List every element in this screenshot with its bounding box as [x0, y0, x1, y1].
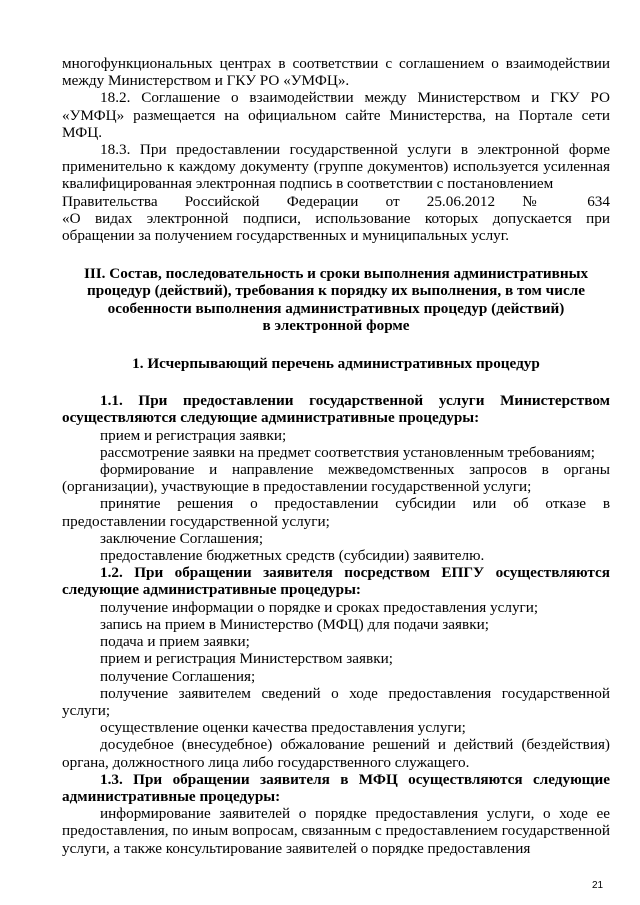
section-3-heading-line: III. Состав, последовательность и сроки выполнения административных [83, 265, 589, 283]
list-item: формирование и направление межведомственных запросов в органы (организации), участвующие в предоставлении государственной услуги; [62, 461, 610, 496]
paragraph-1-1: 1.1. При предоставлении государственной услуги Министерством осуществляются следующие административные процедуры: [62, 392, 610, 427]
list-item: прием и регистрация Министерством заявки; [100, 650, 393, 668]
paragraph-18-3: 18.3. При предоставлении государственной услуги в электронной форме применительно к каждому документу (группе документов) используется усиленная квалифицированная электронная подпись в соответствии с постановлением [62, 141, 610, 193]
list-item: досудебное (внесудебное) обжалование решений и действий (бездействия) органа, должностного лица либо государственного служащего. [62, 736, 610, 771]
list-item: принятие решения о предоставлении субсидии или об отказе в предоставлении государственной услуги; [62, 495, 610, 530]
list-item: получение Соглашения; [100, 667, 256, 685]
list-item: рассмотрение заявки на предмет соответствия установленным требованиям; [100, 443, 595, 461]
paragraph-1-3: 1.3. При обращении заявителя в МФЦ осуществляются следующие административные процедуры: [62, 770, 610, 805]
section-3-heading-line: особенности выполнения административных процедур (действий) [107, 299, 565, 317]
list-item: осуществление оценки качества предоставления услуги; [100, 719, 466, 737]
list-item: информирование заявителей о порядке предоставления услуги, о ходе ее предоставления, по иным вопросам, связанным с предоставлением государственной услуги, а также консультирование заявителей о порядке предоставления [62, 805, 610, 857]
paragraph-18-3-end: «О видах электронной подписи, использование которых допускается при обращении за получением государственных и муниципальных услуг. [62, 209, 610, 245]
paragraph-1-2: 1.2. При обращении заявителя посредством ЕПГУ осуществляются следующие административные процедуры: [62, 564, 610, 599]
page-number: 21 [592, 880, 604, 891]
list-item: прием и регистрация заявки; [100, 426, 287, 444]
list-item: получение информации о порядке и сроках предоставления услуги; [100, 598, 539, 616]
list-item: получение заявителем сведений о ходе предоставления государственной услуги; [62, 684, 610, 719]
list-item: подача и прием заявки; [100, 633, 250, 651]
page-content [62, 55, 610, 857]
section-3-heading-line: в электронной форме [262, 316, 410, 334]
subsection-1-heading: 1. Исчерпывающий перечень административных процедур [132, 355, 540, 373]
paragraph-mfc-continuation: многофункциональных центрах в соответствии с соглашением о взаимодействии между Министерством и ГКУ РО «УМФЦ». [62, 55, 610, 90]
section-3-heading-line: процедур (действий), требования к порядку их выполнения, в том числе [87, 282, 585, 300]
paragraph-18-2: 18.2. Соглашение о взаимодействии между Министерством и ГКУ РО «УМФЦ» размещается на официальном сайте Министерства, на Портале сети МФЦ. [62, 89, 610, 141]
section-3-heading [62, 265, 610, 334]
list-item: заключение Соглашения; [100, 529, 264, 547]
paragraph-18-3-spread-line: Правительства Российской Федерации от 25.06.2012 № 634 [62, 192, 610, 210]
list-item: запись на прием в Министерство (МФЦ) для подачи заявки; [100, 615, 489, 633]
list-item: предоставление бюджетных средств (субсидии) заявителю. [100, 547, 485, 565]
